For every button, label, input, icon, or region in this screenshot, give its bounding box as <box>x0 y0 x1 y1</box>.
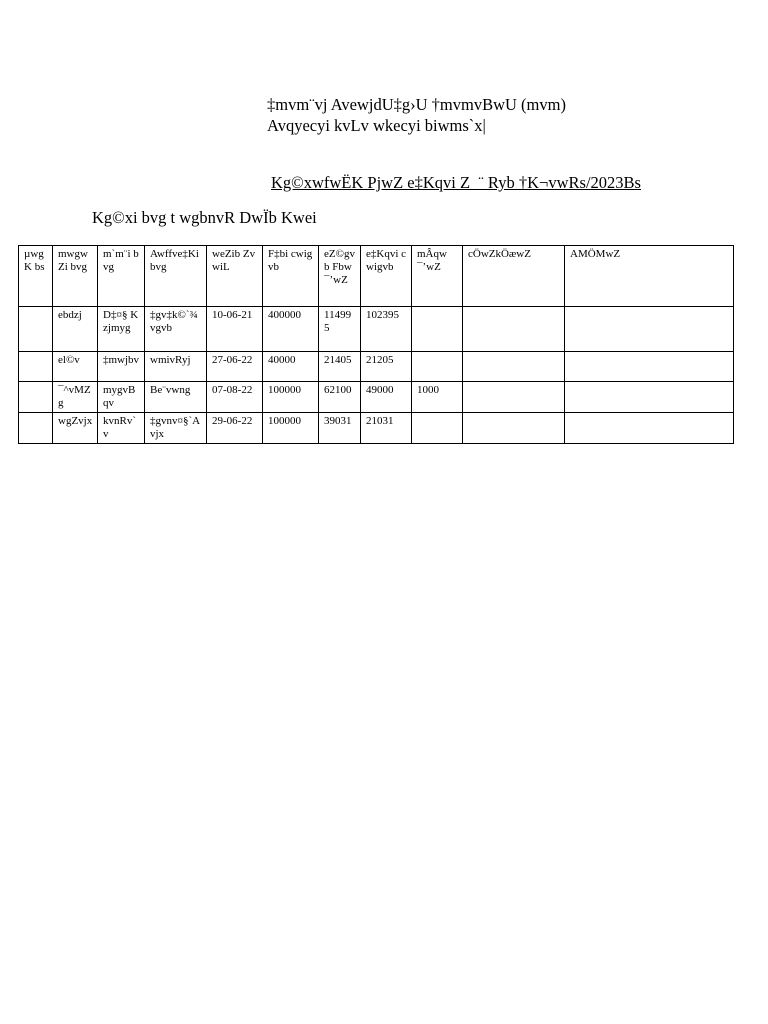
column-header-commitment: cÖwZkÖæwZ <box>463 246 565 307</box>
table-row <box>19 413 734 444</box>
table-cell <box>19 307 53 352</box>
column-header-arrears-amount: e‡Kqvi cwigvb <box>361 246 412 307</box>
table-row <box>19 307 734 352</box>
table-cell: 400000 <box>263 307 319 352</box>
column-header-member: m`m¨i bvg <box>98 246 145 307</box>
table-cell <box>463 382 565 413</box>
branch-address: Avqyecyi kvLv wkecyi biwms`x| <box>267 116 486 135</box>
table-row <box>19 382 734 413</box>
table-cell: 49000 <box>361 382 412 413</box>
column-header-progress: AMÖMwZ <box>565 246 734 307</box>
employee-name-line: Kg©xi bvg t wgbnvR DwÏb Kwei <box>92 208 317 227</box>
table-cell <box>565 352 734 382</box>
table-cell: ‡gvnv¤§`Avjx <box>145 413 207 444</box>
column-header-serial: µwgK bs <box>19 246 53 307</box>
table-cell <box>412 413 463 444</box>
table-cell: 100000 <box>263 413 319 444</box>
table-cell: 21205 <box>361 352 412 382</box>
table-cell <box>19 382 53 413</box>
column-header-guardian: Awffve‡Ki bvg <box>145 246 207 307</box>
column-header-group: mwgwZi bvg <box>53 246 98 307</box>
table-cell <box>19 352 53 382</box>
table-cell <box>19 413 53 444</box>
table-cell: 102395 <box>361 307 412 352</box>
table-cell: mygvBqv <box>98 382 145 413</box>
table-cell: ¯^vMZg <box>53 382 98 413</box>
organization-name: ‡mvm¨vj AvewjdU‡g›U †mvmvBwU (mvm) <box>267 95 566 114</box>
table-cell: 62100 <box>319 382 361 413</box>
table-cell: 21405 <box>319 352 361 382</box>
table-header-row <box>19 246 734 307</box>
organization-header <box>267 94 566 136</box>
table-cell <box>565 382 734 413</box>
table-cell: ebdzj <box>53 307 98 352</box>
table-cell: 10-06-21 <box>207 307 263 352</box>
table-cell: ‡gv‡k©`¾vgvb <box>145 307 207 352</box>
column-header-savings-balance: mÂqw¯’wZ <box>412 246 463 307</box>
table-cell: kvnRv`v <box>98 413 145 444</box>
table-cell: 100000 <box>263 382 319 413</box>
document-subject: Kg©xwfwËK PjwZ e‡Kqvi Z_¨ Ryb †K¬vwRs/2023Bs <box>271 173 641 192</box>
table-cell <box>463 413 565 444</box>
table-cell: wgZvjx <box>53 413 98 444</box>
table-cell: 1000 <box>412 382 463 413</box>
table-cell: Be¨vwng <box>145 382 207 413</box>
table-cell: el©v <box>53 352 98 382</box>
table-cell <box>565 307 734 352</box>
table-row <box>19 352 734 382</box>
table-cell <box>463 307 565 352</box>
table-cell: 39031 <box>319 413 361 444</box>
column-header-current-balance: eZ©gvb Fbw¯’wZ <box>319 246 361 307</box>
table-cell: 114995 <box>319 307 361 352</box>
table-cell: wmivRyj <box>145 352 207 382</box>
table-cell: D‡¤§ Kzjmyg <box>98 307 145 352</box>
loan-arrears-table <box>18 245 734 444</box>
table-cell <box>463 352 565 382</box>
table-cell: ‡mwjbv <box>98 352 145 382</box>
table-cell: 27-06-22 <box>207 352 263 382</box>
table-cell: 21031 <box>361 413 412 444</box>
table-cell: 29-06-22 <box>207 413 263 444</box>
table-cell <box>412 352 463 382</box>
table-cell <box>412 307 463 352</box>
table-cell <box>565 413 734 444</box>
column-header-loan-amount: F‡bi cwigvb <box>263 246 319 307</box>
column-header-disbursement-date: weZib ZvwiL <box>207 246 263 307</box>
table-cell: 40000 <box>263 352 319 382</box>
table-cell: 07-08-22 <box>207 382 263 413</box>
